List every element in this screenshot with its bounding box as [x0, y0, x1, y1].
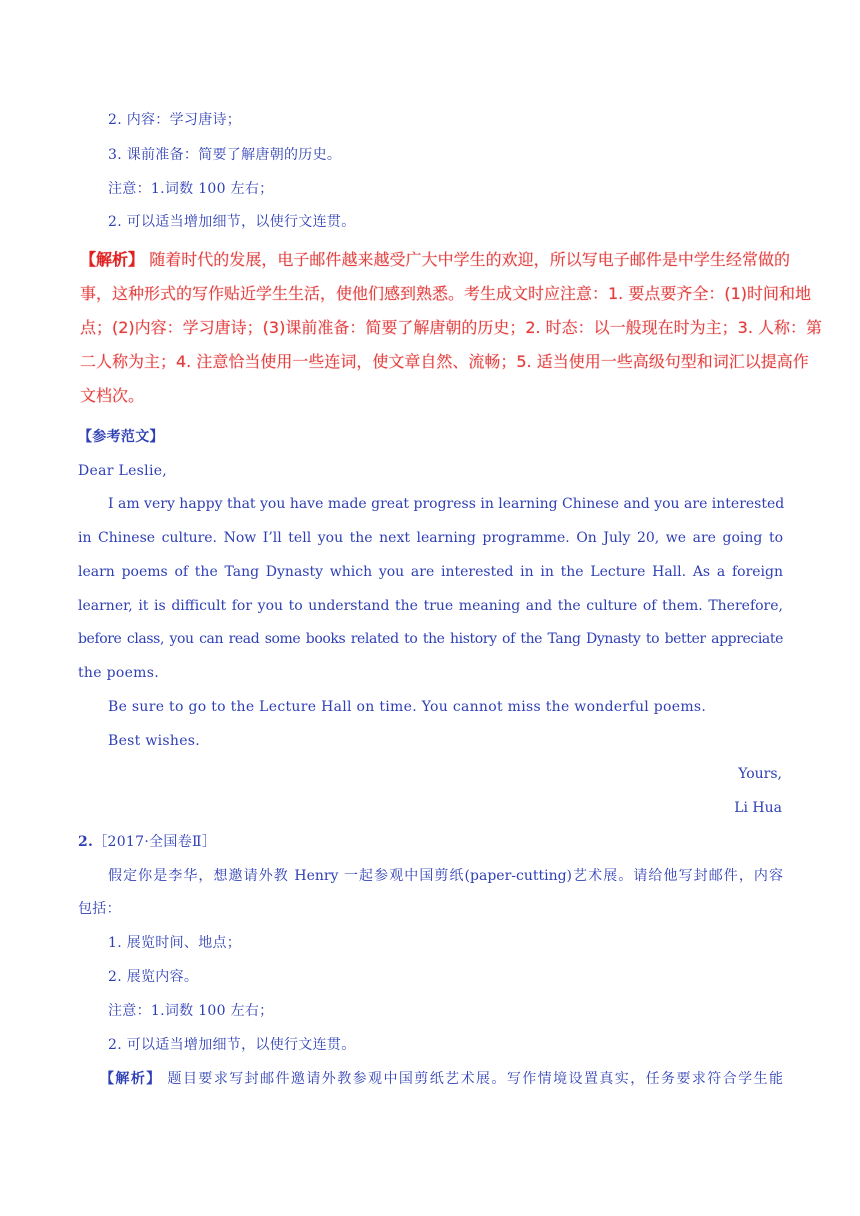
essay-p1-line-4: learner, it is difficult for you to understand the true meaning and the culture of them. Therefore,	[78, 598, 783, 614]
task2-header	[78, 832, 216, 852]
essay-p1-line-1: I am very happy that you have made great progress in learning Chinese and you are interested	[108, 496, 785, 512]
analysis-line-5: 文档次。	[80, 386, 145, 405]
task2-source: ［2017·全国卷Ⅱ］	[93, 834, 217, 850]
task2-prompt-line-2: 包括：	[78, 901, 121, 917]
essay-signature: Li Hua	[734, 800, 782, 816]
analysis-line-4: 二人称为主；4. 注意恰当使用一些连词，使文章自然、流畅；5. 适当使用一些高级句型和词汇以提高作	[80, 352, 809, 371]
task2-item-1: 1. 展览时间、地点；	[108, 935, 242, 951]
task2-number: 2.	[78, 834, 94, 850]
essay-p1-line-2: in Chinese culture. Now I’ll tell you the next learning programme. On July 20, we are going to	[78, 530, 783, 546]
task2-prompt-line-1: 假定你是李华，想邀请外教 Henry 一起参观中国剪纸(paper-cutting)艺术展。请给他写封邮件，内容	[108, 868, 783, 884]
task1-item-3: 3. 课前准备：简要了解唐朝的历史。	[108, 147, 342, 163]
essay-p1-line-3: learn poems of the Tang Dynasty which you are interested in in the Lecture Hall. As a foreign	[78, 564, 783, 580]
task2-note-2: 2. 可以适当增加细节，以使行文连贯。	[108, 1037, 356, 1053]
task2-item-2: 2. 展览内容。	[108, 969, 199, 985]
task2-analysis-line-1	[100, 1069, 783, 1089]
task1-note-2: 2. 可以适当增加细节，以使行文连贯。	[108, 214, 356, 230]
task1-note-1: 注意：1.词数 100 左右；	[108, 181, 274, 197]
essay-p1-line-6: the poems.	[78, 665, 159, 681]
essay-yours: Yours,	[738, 766, 782, 782]
analysis-line-3: 点；(2)内容：学习唐诗；(3)课前准备：简要了解唐朝的历史；2. 时态：以一般现在时为主；3. 人称：第	[80, 318, 823, 337]
model-essay-heading: 【参考范文】	[78, 429, 164, 445]
analysis-line-2: 事，这种形式的写作贴近学生生活，使他们感到熟悉。考生成文时应注意：1. 要点要齐全：(1)时间和地	[80, 284, 812, 303]
essay-greeting: Dear Leslie,	[78, 463, 168, 479]
analysis-line-1	[80, 243, 790, 277]
task1-item-2: 2. 内容：学习唐诗；	[108, 112, 242, 128]
task2-analysis-label: 【解析】	[100, 1071, 162, 1087]
task2-note-1: 注意：1.词数 100 左右；	[108, 1003, 274, 1019]
essay-p2: Be sure to go to the Lecture Hall on time. You cannot miss the wonderful poems.	[108, 699, 707, 715]
analysis-label: 【解析】	[80, 250, 145, 269]
task2-analysis-text: 题目要求写封邮件邀请外教参观中国剪纸艺术展。写作情境设置真实，任务要求符合学生能	[161, 1071, 783, 1087]
essay-p1-line-5: before class, you can read some books related to the history of the Tang Dynasty to better appreciate	[78, 631, 783, 647]
essay-closing: Best wishes.	[108, 733, 201, 749]
analysis-line-1-text: 随着时代的发展，电子邮件越来越受广大中学生的欢迎，所以写电子邮件是中学生经常做的	[144, 250, 790, 269]
